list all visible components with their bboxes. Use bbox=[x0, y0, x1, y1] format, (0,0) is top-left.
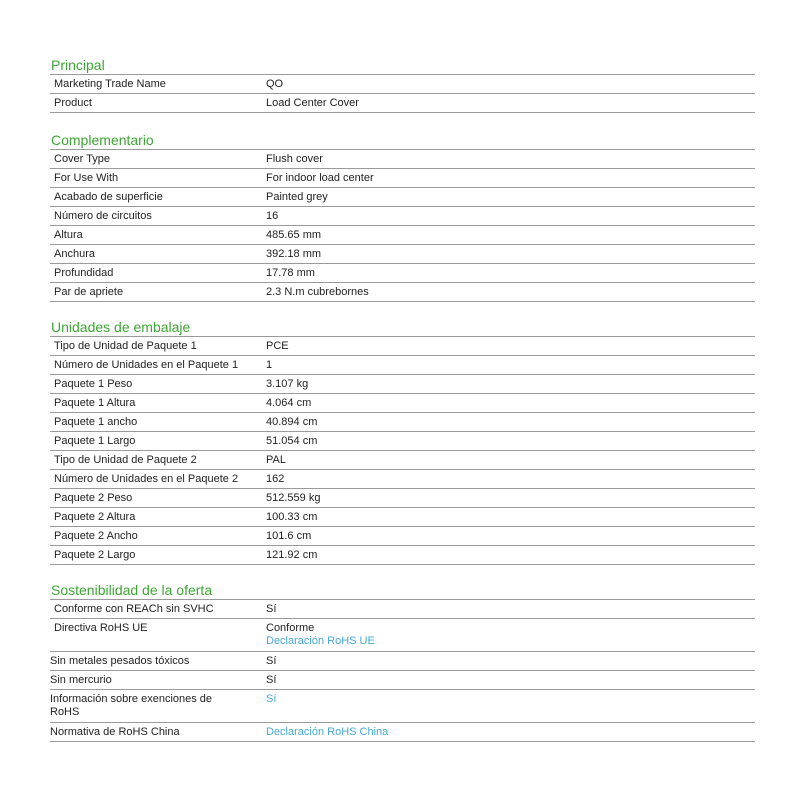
row-value: Flush cover bbox=[266, 153, 323, 165]
row-value: 121.92 cm bbox=[266, 549, 318, 561]
table-row bbox=[50, 168, 755, 187]
row-label: Paquete 1 Peso bbox=[54, 378, 133, 390]
row-value: 40.894 cm bbox=[266, 416, 318, 428]
row-value: For indoor load center bbox=[266, 172, 374, 184]
table-row bbox=[50, 488, 755, 507]
table-row bbox=[50, 526, 755, 545]
row-label: Paquete 2 Largo bbox=[54, 549, 136, 561]
table-row bbox=[50, 545, 755, 564]
row-value: 2.3 N.m cubrebornes bbox=[266, 286, 369, 298]
row-label: Paquete 1 Largo bbox=[54, 435, 136, 447]
row-label: Paquete 2 Peso bbox=[54, 492, 133, 504]
row-label: For Use With bbox=[54, 172, 119, 184]
table-row bbox=[50, 618, 755, 651]
section-title: Sostenibilidad de la oferta bbox=[51, 582, 213, 598]
row-label: Número de Unidades en el Paquete 2 bbox=[54, 473, 239, 485]
spec-table bbox=[50, 336, 755, 565]
table-row bbox=[50, 722, 755, 741]
row-value: 3.107 kg bbox=[266, 378, 309, 390]
row-value: PCE bbox=[266, 340, 289, 352]
row-value: 512.559 kg bbox=[266, 492, 321, 504]
row-label: Paquete 2 Altura bbox=[54, 511, 136, 523]
table-row bbox=[50, 412, 755, 431]
spec-table bbox=[50, 74, 755, 113]
row-label: Tipo de Unidad de Paquete 1 bbox=[54, 340, 197, 352]
rohs-status: Conforme bbox=[266, 622, 315, 634]
table-row bbox=[50, 336, 755, 355]
table-row bbox=[50, 225, 755, 244]
row-value: 17.78 mm bbox=[266, 267, 315, 279]
section-title: Complementario bbox=[51, 132, 154, 148]
row-label: Paquete 1 Altura bbox=[54, 397, 136, 409]
table-row bbox=[50, 393, 755, 412]
section-title: Principal bbox=[51, 57, 105, 73]
row-label: Profundidad bbox=[54, 267, 114, 279]
row-value: 1 bbox=[266, 359, 273, 371]
row-value: Sí bbox=[266, 655, 277, 667]
row-label: Paquete 1 ancho bbox=[54, 416, 138, 428]
row-label: Sin mercurio bbox=[50, 674, 112, 686]
row-value: 162 bbox=[266, 473, 285, 485]
table-row bbox=[50, 431, 755, 450]
table-row bbox=[50, 689, 755, 722]
row-label: Marketing Trade Name bbox=[54, 78, 166, 90]
section-complementario bbox=[50, 131, 755, 302]
row-value: 101.6 cm bbox=[266, 530, 312, 542]
table-row bbox=[50, 670, 755, 689]
row-label: Información sobre exenciones de RoHS bbox=[50, 693, 213, 718]
row-label: Product bbox=[54, 97, 92, 109]
row-value: 4.064 cm bbox=[266, 397, 312, 409]
table-row bbox=[50, 355, 755, 374]
row-value: 51.054 cm bbox=[266, 435, 318, 447]
row-value: 485.65 mm bbox=[266, 229, 322, 241]
row-label: Directiva RoHS UE bbox=[54, 622, 148, 634]
row-label: Conforme con REACh sin SVHC bbox=[54, 603, 214, 615]
row-label: Tipo de Unidad de Paquete 2 bbox=[54, 454, 197, 466]
table-row bbox=[50, 93, 755, 112]
table-row bbox=[50, 74, 755, 93]
row-label: Cover Type bbox=[54, 153, 111, 165]
rohs-china-declaration-link[interactable]: Declaración RoHS China bbox=[266, 726, 389, 738]
row-value: 16 bbox=[266, 210, 279, 222]
row-value: Painted grey bbox=[266, 191, 328, 203]
section-title: Unidades de embalaje bbox=[51, 319, 191, 335]
spec-table bbox=[50, 149, 755, 302]
table-row bbox=[50, 651, 755, 670]
table-row bbox=[50, 244, 755, 263]
section-sostenibilidad bbox=[50, 581, 755, 742]
row-value bbox=[266, 622, 375, 648]
row-label: Acabado de superficie bbox=[54, 191, 163, 203]
row-value: Load Center Cover bbox=[266, 97, 359, 109]
row-value: 100.33 cm bbox=[266, 511, 318, 523]
spec-table bbox=[50, 599, 755, 742]
table-row bbox=[50, 206, 755, 225]
table-row bbox=[50, 450, 755, 469]
table-row bbox=[50, 282, 755, 301]
row-label: Anchura bbox=[54, 248, 95, 260]
row-label: Paquete 2 Ancho bbox=[54, 530, 138, 542]
row-value: Sí bbox=[266, 603, 277, 615]
section-principal bbox=[50, 56, 755, 113]
row-label: Sin metales pesados tóxicos bbox=[50, 655, 190, 667]
table-row bbox=[50, 149, 755, 168]
row-label: Número de Unidades en el Paquete 1 bbox=[54, 359, 239, 371]
row-label: Número de circuitos bbox=[54, 210, 152, 222]
table-row bbox=[50, 374, 755, 393]
table-row bbox=[50, 507, 755, 526]
row-value: 392.18 mm bbox=[266, 248, 322, 260]
table-row bbox=[50, 469, 755, 488]
rohs-ue-declaration-link[interactable]: Declaración RoHS UE bbox=[266, 635, 375, 647]
section-unidades-de-embalaje bbox=[50, 318, 755, 565]
row-value: Sí bbox=[266, 674, 277, 686]
row-label: Altura bbox=[54, 229, 83, 241]
row-value: QO bbox=[266, 78, 284, 90]
table-row bbox=[50, 263, 755, 282]
rohs-exemptions-link[interactable]: Sí bbox=[266, 693, 277, 705]
table-row bbox=[50, 599, 755, 618]
table-row bbox=[50, 187, 755, 206]
row-label: Par de apriete bbox=[54, 286, 124, 298]
row-label: Normativa de RoHS China bbox=[50, 726, 180, 738]
row-value: PAL bbox=[266, 454, 286, 466]
